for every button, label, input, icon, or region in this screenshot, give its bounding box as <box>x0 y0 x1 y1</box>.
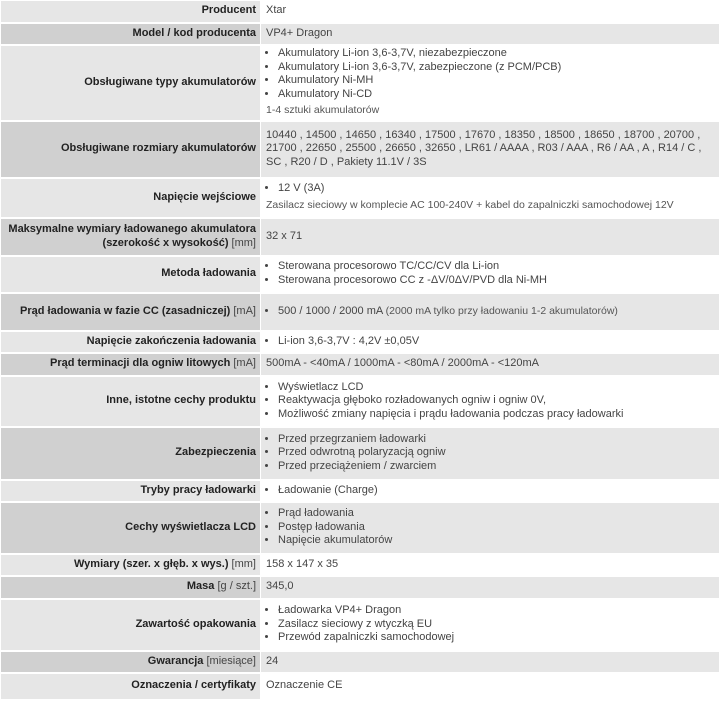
spec-label-cell <box>1 427 261 480</box>
spec-label: Tryby pracy ładowarki <box>140 483 256 496</box>
spec-list-item <box>278 433 715 447</box>
spec-value: Xtar <box>266 4 287 17</box>
spec-label: Producent <box>201 4 256 17</box>
spec-list-item-text: Akumulatory Ni-CD <box>278 87 373 100</box>
spec-list-item <box>278 460 715 474</box>
spec-label-cell <box>1 576 261 599</box>
spec-list-item <box>278 521 715 535</box>
spec-row <box>1 293 720 331</box>
spec-label-cell <box>1 599 261 651</box>
spec-label: Prąd ładowania w fazie CC (zasadniczej) <box>20 304 231 317</box>
spec-unit: [mA] <box>233 304 256 317</box>
spec-list-item-text: Akumulatory Ni-MH <box>278 74 374 87</box>
spec-note: Zasilacz sieciowy w komplecie AC 100-240V + kabel do zapalniczki samochodowej 12V <box>266 199 674 211</box>
spec-row <box>1 502 720 554</box>
spec-item-note: (2000 mA tylko przy ładowaniu 1-2 akumulatorów) <box>385 304 618 317</box>
spec-list-item-text: Ładowarka VP4+ Dragon <box>278 604 402 617</box>
spec-value-cell <box>261 599 720 651</box>
spec-label-cell <box>1 331 261 353</box>
spec-value-list <box>266 260 715 287</box>
spec-list-item-text: Prąd ładowania <box>278 507 354 520</box>
spec-value: 500mA - <40mA / 1000mA - <80mA / 2000mA - <120mA <box>266 357 540 370</box>
spec-unit: [miesiące] <box>206 654 256 667</box>
spec-label: Wymiary (szer. x głęb. x wys.) <box>74 557 229 570</box>
spec-note: 1-4 sztuki akumulatorów <box>266 104 380 117</box>
spec-value-cell <box>261 218 720 256</box>
spec-row <box>1 427 720 480</box>
spec-value-cell <box>261 293 720 331</box>
spec-row <box>1 673 720 700</box>
spec-label: Zawartość opakowania <box>135 617 256 630</box>
spec-row <box>1 353 720 376</box>
spec-row <box>1 178 720 218</box>
spec-label: Inne, istotne cechy produktu <box>106 394 256 407</box>
spec-label: Zabezpieczenia <box>175 446 256 459</box>
spec-list-item <box>278 274 715 288</box>
spec-list-item-text: Reaktywacja głęboko rozładowanych ogniw i ogniw 0V, <box>278 394 547 407</box>
spec-list-item-text: Akumulatory Li-ion 3,6-3,7V, niezabezpieczone <box>278 47 507 60</box>
spec-value-cell <box>261 23 720 45</box>
spec-label: Napięcie wejściowe <box>153 190 256 203</box>
spec-list-item-text: Akumulatory Li-ion 3,6-3,7V, zabezpieczone (z PCM/PCB) <box>278 60 562 73</box>
spec-row <box>1 651 720 673</box>
spec-unit: [g / szt.] <box>217 580 256 593</box>
spec-list-item <box>278 182 715 196</box>
spec-label: Obsługiwane typy akumulatorów <box>84 75 256 88</box>
spec-table-body <box>1 1 720 700</box>
spec-value-list <box>266 305 715 319</box>
spec-label-cell <box>1 502 261 554</box>
spec-value: Oznaczenie CE <box>266 679 343 692</box>
spec-value-cell <box>261 427 720 480</box>
spec-list-item <box>278 534 715 548</box>
spec-value-cell <box>261 376 720 427</box>
spec-list-item <box>278 88 715 102</box>
spec-list-item-text: Napięcie akumulatorów <box>278 534 393 547</box>
spec-label: Maksymalne wymiary ładowanego akumulatora (szerokość x wysokość) <box>8 222 256 249</box>
spec-label: Prąd terminacji dla ogniw litowych <box>49 357 231 370</box>
spec-list-item-text: Możliwość zmiany napięcia i prądu ładowania podczas pracy ładowarki <box>278 407 624 420</box>
spec-label: Oznaczenia / certyfikaty <box>131 679 256 692</box>
spec-row <box>1 376 720 427</box>
spec-row <box>1 256 720 293</box>
spec-label: Metoda ładowania <box>161 267 256 280</box>
spec-label-cell <box>1 218 261 256</box>
spec-unit: [mm] <box>231 557 256 570</box>
spec-list-item-text: Przed odwrotną polaryzacją ogniw <box>278 446 446 459</box>
spec-value-cell <box>261 1 720 23</box>
spec-list-item-text: Postęp ładowania <box>278 520 365 533</box>
spec-value-list <box>266 182 715 196</box>
spec-value-cell <box>261 121 720 178</box>
spec-row <box>1 218 720 256</box>
spec-value-cell <box>261 554 720 576</box>
spec-value-cell <box>261 673 720 700</box>
spec-list-item <box>278 394 715 408</box>
spec-label-cell <box>1 23 261 45</box>
spec-list-item-text: Przed przeciążeniem / zwarciem <box>278 459 437 472</box>
spec-value-list <box>266 604 715 645</box>
spec-list-item <box>278 335 715 349</box>
spec-value-cell <box>261 256 720 293</box>
spec-label-cell <box>1 121 261 178</box>
spec-value: 32 x 71 <box>266 229 303 242</box>
spec-list-item <box>278 446 715 460</box>
spec-label: Gwarancja <box>147 654 204 667</box>
spec-row <box>1 599 720 651</box>
spec-value-list <box>266 484 715 498</box>
spec-value-list <box>266 433 715 474</box>
spec-row <box>1 480 720 502</box>
spec-value-cell <box>261 480 720 502</box>
spec-value-cell <box>261 353 720 376</box>
spec-unit: [mA] <box>233 357 256 370</box>
spec-list-item-text: 500 / 1000 / 2000 mA <box>278 304 383 317</box>
spec-list-item <box>278 47 715 61</box>
spec-row <box>1 121 720 178</box>
spec-list-item <box>278 260 715 274</box>
spec-unit: [mm] <box>231 236 256 249</box>
spec-row <box>1 331 720 353</box>
spec-row <box>1 554 720 576</box>
spec-value: 158 x 147 x 35 <box>266 557 339 570</box>
spec-list-item <box>278 631 715 645</box>
spec-list-item <box>278 74 715 88</box>
spec-label: Masa <box>186 580 215 593</box>
spec-label-cell <box>1 651 261 673</box>
spec-list-item <box>278 618 715 632</box>
spec-row <box>1 576 720 599</box>
spec-label-cell <box>1 376 261 427</box>
spec-label-cell <box>1 673 261 700</box>
spec-value: 10440 , 14500 , 14650 , 16340 , 17500 , 17670 , 18350 , 18500 , 18650 , 18700 , 20700 , 21700 , 22650 , 25500 , 26650 , 32650 , LR61 / AAAA , R03 / AAA , R6 / AA , A , R14 / C , SC , R20 / D , Pakiety 11.1V / 3S <box>266 128 702 168</box>
spec-label-cell <box>1 256 261 293</box>
spec-label-cell <box>1 353 261 376</box>
spec-value-list <box>266 335 715 349</box>
spec-value: VP4+ Dragon <box>266 26 333 39</box>
spec-list-item-text: Przed przegrzaniem ładowarki <box>278 432 426 445</box>
spec-value-cell <box>261 651 720 673</box>
spec-value-list <box>266 507 715 548</box>
spec-list-item-text: Wyświetlacz LCD <box>278 380 364 393</box>
spec-label-cell <box>1 178 261 218</box>
spec-value-list <box>266 381 715 422</box>
spec-list-item-text: Ładowanie (Charge) <box>278 483 378 496</box>
spec-list-item <box>278 507 715 521</box>
spec-label-cell <box>1 480 261 502</box>
spec-value: 24 <box>266 654 279 667</box>
spec-list-item-text: Zasilacz sieciowy z wtyczką EU <box>278 617 433 630</box>
spec-value-list <box>266 47 715 101</box>
spec-list-item-text: Li-ion 3,6-3,7V : 4,2V ±0,05V <box>278 334 420 347</box>
spec-label-cell <box>1 45 261 121</box>
spec-label-cell <box>1 1 261 23</box>
spec-label: Napięcie zakończenia ładowania <box>86 334 256 347</box>
spec-label-cell <box>1 293 261 331</box>
spec-label: Obsługiwane rozmiary akumulatorów <box>61 142 256 155</box>
spec-value-cell <box>261 502 720 554</box>
spec-value-cell <box>261 331 720 353</box>
spec-value-cell <box>261 178 720 218</box>
spec-list-item <box>278 484 715 498</box>
spec-list-item-text: Przewód zapalniczki samochodowej <box>278 631 455 644</box>
spec-value: 345,0 <box>266 580 294 593</box>
spec-list-item-text: Sterowana procesorowo TC/CC/CV dla Li-ion <box>278 260 500 273</box>
spec-list-item-text: 12 V (3A) <box>278 182 325 195</box>
spec-list-item <box>278 408 715 422</box>
spec-row <box>1 45 720 121</box>
spec-list-item <box>278 604 715 618</box>
spec-label: Model / kod producenta <box>132 26 256 39</box>
spec-list-item <box>278 381 715 395</box>
spec-list-item <box>278 305 715 319</box>
spec-row <box>1 1 720 23</box>
spec-label: Cechy wyświetlacza LCD <box>125 520 256 533</box>
spec-value-cell <box>261 576 720 599</box>
spec-row <box>1 23 720 45</box>
spec-list-item-text: Sterowana procesorowo CC z -ΔV/0ΔV/PVD dla Ni-MH <box>278 274 548 286</box>
spec-label-cell <box>1 554 261 576</box>
spec-value-cell <box>261 45 720 121</box>
spec-list-item <box>278 61 715 75</box>
